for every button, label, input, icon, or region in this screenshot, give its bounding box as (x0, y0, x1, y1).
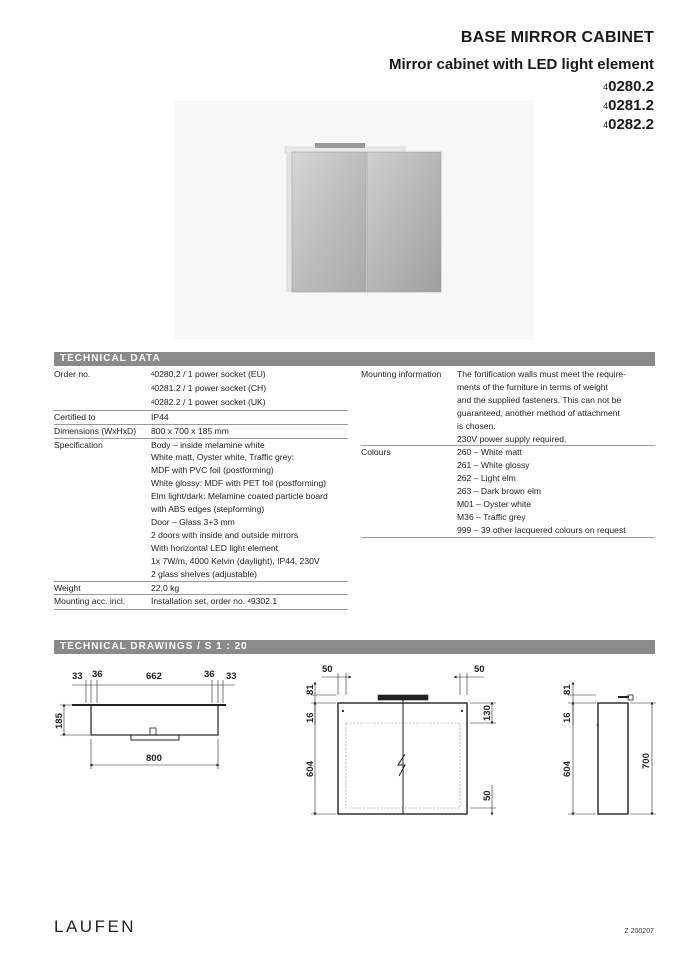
order-line (151, 368, 348, 382)
mirror-cabinet-illustration (175, 100, 533, 340)
weight-value: 22,0 kg (151, 581, 348, 595)
spec-table-left (54, 368, 348, 610)
spec-line: 2 glass shelves (adjustable) (151, 568, 258, 579)
spec-line: Elm light/dark: Melamine coated particle board (151, 491, 328, 502)
front-view-drawing (311, 673, 496, 814)
spec-line: White glossy: MDF with PET foil (postforming) (151, 478, 327, 489)
colour-line: 261 – White glossy (457, 460, 530, 471)
dim-50-bottom: 50 (482, 790, 493, 801)
colours-label: Colours (361, 446, 457, 459)
weight-row (54, 581, 348, 595)
dim-604-side: 604 (562, 761, 573, 777)
spec-line: Door – Glass 3+3 mm (151, 516, 235, 527)
dim-800: 800 (146, 753, 162, 764)
colours-row (361, 446, 655, 459)
spec-line: With horizontal LED light element (151, 542, 279, 553)
mounting-info-row (361, 368, 655, 381)
mounting-row (54, 595, 348, 610)
mounting-info-line: ments of the furniture in terms of weight (457, 381, 608, 392)
mounting-info-line: 230V power supply required. (457, 433, 567, 444)
dim-36-right: 36 (204, 669, 215, 680)
document-reference: Z 200207 (624, 928, 654, 935)
order-line-text: 0280.2 / 1 power socket (EU) (154, 369, 266, 379)
dim-16-side: 16 (562, 712, 573, 723)
spec-line: 2 doors with inside and outside mirrors (151, 529, 299, 540)
spec-line: 1x 7W/m, 4000 Kelvin (daylight), IP44, 230V (151, 555, 320, 566)
technical-drawings (0, 655, 678, 845)
order-line-text: 0282.2 / 1 power socket (UK) (154, 396, 266, 407)
order-line (151, 382, 348, 396)
article-prefix: 4 (247, 599, 251, 606)
technical-drawings-header: TECHNICAL DRAWINGS / S 1 : 20 (54, 640, 655, 654)
colour-line: 999 – 39 other lacquered colours on request (457, 524, 655, 537)
colour-line: M01 – Oyster white (457, 499, 532, 510)
mounting-value-text: Installation set, order no. (151, 596, 248, 607)
mounting-info-line: The fortification walls must meet the require- (457, 369, 627, 379)
spec-line: Body – inside melamine white (151, 438, 348, 451)
mounting-value (151, 595, 348, 610)
article-prefix: 4 (151, 372, 155, 378)
dim-81: 81 (305, 684, 316, 695)
spec-line: White matt, Oyster white, Traffic grey: (151, 452, 295, 463)
specification-label: Specification (54, 438, 151, 451)
colour-line: 263 – Dark brown elm (457, 486, 542, 497)
front-view-dimensions (305, 664, 493, 801)
article-prefix: 4 (151, 399, 155, 406)
dim-700: 700 (641, 753, 652, 769)
dim-33-right: 33 (226, 671, 237, 682)
order-line (151, 396, 348, 410)
mounting-info-line: guaranteed, another method of attachment (457, 407, 620, 418)
mounting-label: Mounting acc. incl. (54, 595, 151, 610)
spec-table-right (361, 368, 655, 538)
mounting-info-label: Mounting information (361, 369, 442, 379)
dim-81-side: 81 (562, 684, 573, 695)
colour-line: M36 – Traffic grey (457, 511, 526, 522)
top-view-dimensions (54, 669, 237, 764)
weight-label: Weight (54, 581, 151, 595)
mounting-info-line: and the supplied fasteners. This can not be (457, 394, 622, 405)
certified-row (54, 410, 348, 424)
article-number (603, 78, 654, 95)
dim-16: 16 (305, 712, 316, 723)
side-view-dimensions (562, 684, 652, 777)
dim-50-right: 50 (474, 664, 485, 675)
spec-line: MDF with PVC foil (postforming) (151, 465, 274, 476)
dim-33-left: 33 (72, 671, 83, 682)
dim-604: 604 (305, 761, 316, 777)
certified-value: IP44 (151, 410, 348, 424)
dim-130: 130 (482, 705, 493, 721)
dim-185: 185 (54, 713, 65, 729)
specification-row (54, 438, 348, 451)
article-number-value: 0282.2 (608, 116, 654, 133)
order-label: Order no. (54, 369, 91, 379)
technical-data-header: TECHNICAL DATA (54, 352, 655, 366)
article-number (603, 116, 654, 133)
article-number-value: 0280.2 (608, 78, 654, 95)
article-number-value: 0281.2 (608, 97, 654, 114)
mounting-info-line: is chosen. (457, 420, 496, 431)
page-title: BASE MIRROR CABINET (460, 29, 654, 46)
side-view-drawing (568, 683, 656, 814)
dim-662: 662 (146, 671, 162, 682)
order-row (54, 368, 348, 382)
article-prefix: 4 (603, 101, 609, 111)
dimensions-value: 800 x 700 x 185 mm (151, 424, 348, 438)
laufen-logo: LAUFEN (54, 917, 137, 936)
spec-line: with ABS edges (stepforming) (151, 504, 265, 515)
dimensions-row (54, 424, 348, 438)
colour-line: 260 – White matt (457, 446, 655, 459)
dim-36-left: 36 (92, 669, 103, 680)
page-subtitle: Mirror cabinet with LED light element (388, 56, 654, 73)
mounting-order-no: 9302.1 (250, 596, 278, 607)
article-number (603, 97, 654, 114)
article-prefix: 4 (151, 385, 155, 392)
order-line-text: 0281.2 / 1 power socket (CH) (154, 382, 267, 393)
dimensions-label: Dimensions (WxHxD) (54, 424, 151, 438)
colour-line: 262 – Light elm (457, 473, 516, 484)
dim-50-left: 50 (322, 664, 333, 675)
product-photo (175, 100, 533, 340)
article-prefix: 4 (603, 120, 609, 130)
article-prefix: 4 (603, 82, 609, 92)
certified-label: Certified to (54, 410, 151, 424)
